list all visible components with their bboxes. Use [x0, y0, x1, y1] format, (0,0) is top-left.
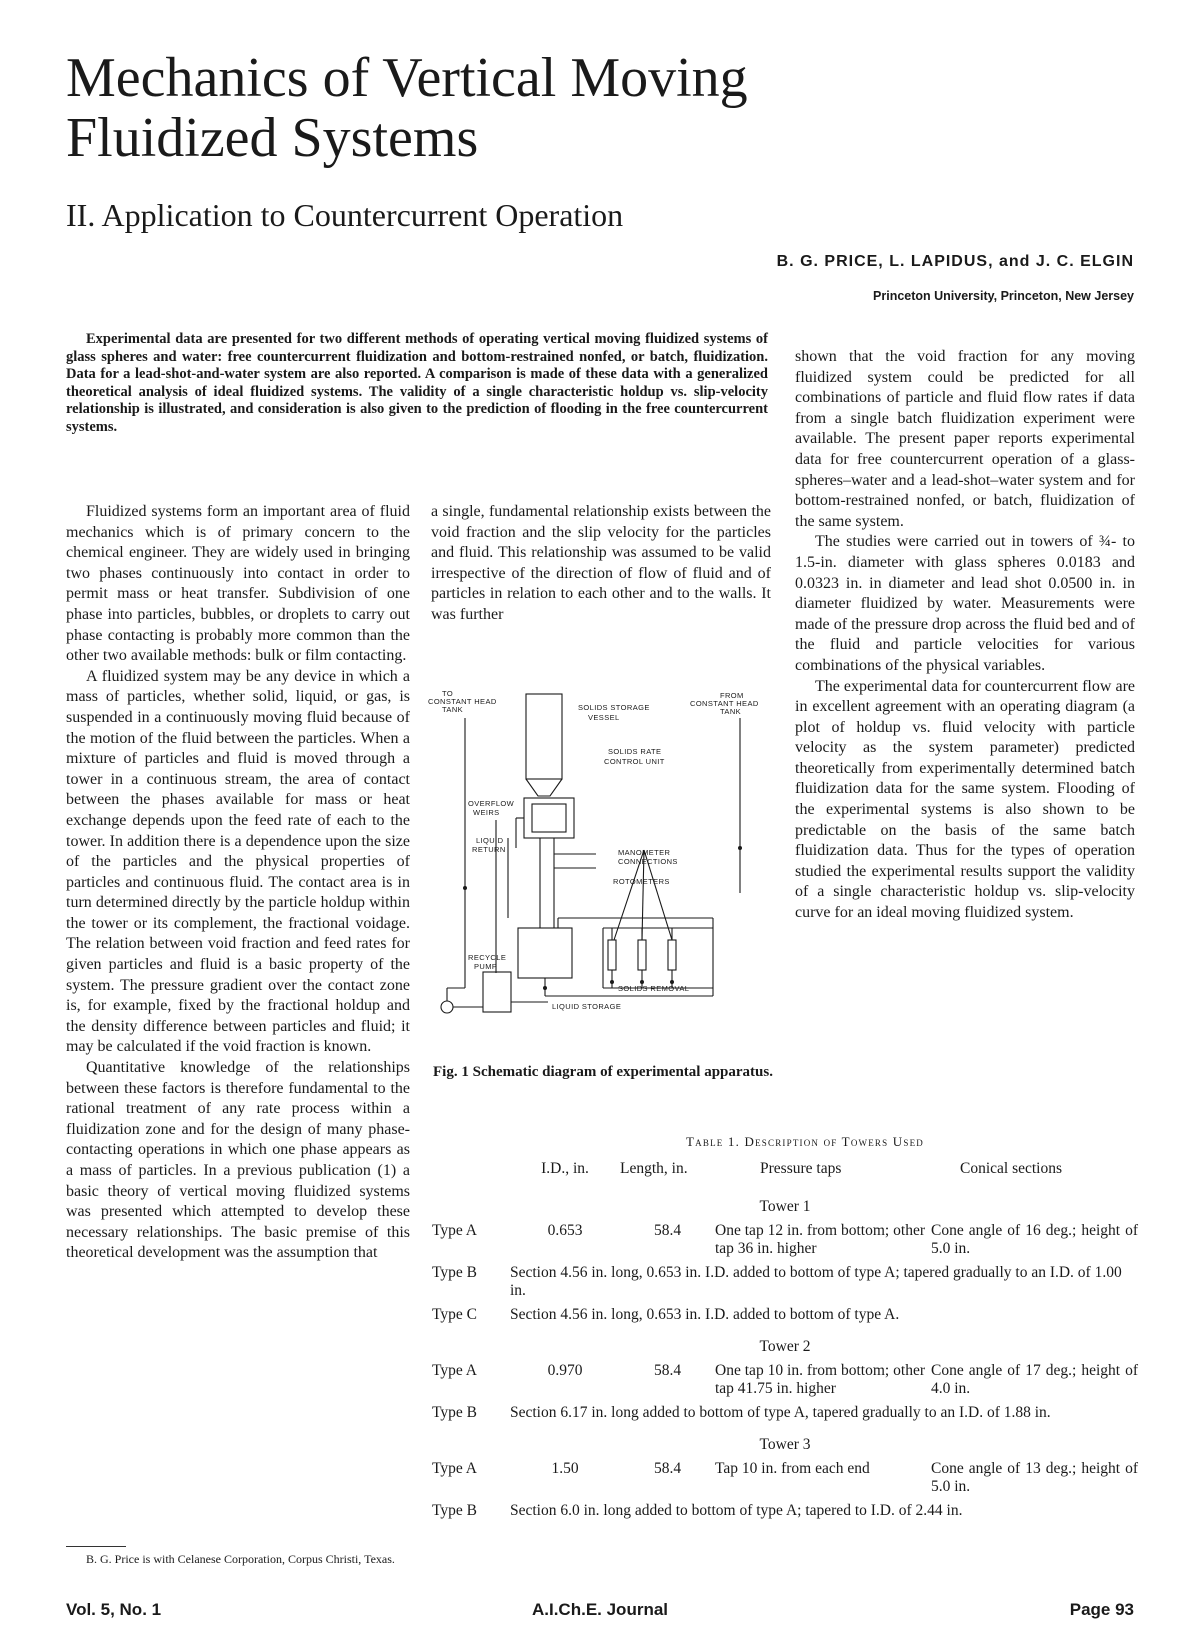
authors: B. G. PRICE, L. LAPIDUS, and J. C. ELGIN — [776, 253, 1134, 270]
table-header: I.D., in. — [541, 1160, 589, 1177]
table-cell: Section 4.56 in. long, 0.653 in. I.D. added to bottom of type A. — [510, 1306, 900, 1323]
table-header: Length, in. — [620, 1160, 688, 1177]
abstract: Experimental data are presented for two different methods of operating vertical moving fluidized systems of glass spheres and water: free countercurrent fluidization and bottom-restrained nonfed, or batch, fluidization. Data for a lead-shot-and-water system are also reported. A comparison is made of these data with a generalized theoretical analysis of ideal fluidized systems. The validity of a single characteristic holdup vs. slip-velocity relationship is illustrated, and consideration is also given to the prediction of flooding in the free countercurrent systems. — [66, 331, 768, 435]
figure-label: LIQUID — [476, 836, 504, 845]
table-cell: Type B — [432, 1404, 477, 1421]
footnote: B. G. Price is with Celanese Corporation, Corpus Christi, Texas. — [86, 1552, 395, 1566]
towers-table — [432, 1134, 1138, 1520]
body-column-1 — [66, 502, 410, 1264]
apparatus-schematic — [428, 688, 778, 1058]
table-cell: One tap 10 in. from bottom; other tap 41.75 in. higher — [715, 1362, 925, 1397]
table-header — [432, 1160, 510, 1190]
table-row — [432, 1190, 1138, 1222]
table-cell: Type B — [432, 1264, 477, 1281]
figure-label: RECYCLE — [468, 953, 507, 962]
table-cell: Type A — [432, 1460, 477, 1477]
tower-label: Tower 2 — [759, 1338, 811, 1355]
table-cell: 58.4 — [653, 1460, 682, 1477]
article-subtitle: II. Application to Countercurrent Operation — [66, 197, 624, 233]
table-row — [432, 1222, 1138, 1258]
table-cell: Section 6.0 in. long added to bottom of type A; tapered to I.D. of 2.44 in. — [510, 1502, 963, 1519]
table-row — [432, 1422, 1138, 1460]
figure-label: OVERFLOW — [468, 799, 515, 808]
table-cell: 0.970 — [547, 1362, 583, 1379]
table-row — [432, 1362, 1138, 1398]
tower-label: Tower 3 — [759, 1436, 811, 1453]
table-row — [432, 1502, 1138, 1520]
figure-label: CONSTANT HEAD — [428, 697, 497, 706]
figure-label: CONSTANT HEAD — [690, 699, 759, 708]
figure-label: TO — [442, 689, 454, 698]
table-row — [432, 1460, 1138, 1496]
table-cell: Cone angle of 13 deg.; height of 5.0 in. — [931, 1460, 1138, 1495]
table-cell: 58.4 — [653, 1362, 682, 1379]
table-row — [432, 1324, 1138, 1362]
figure-label: FROM — [720, 691, 744, 700]
figure-label: SOLIDS STORAGE — [578, 703, 650, 712]
figure-label: VESSEL — [588, 713, 620, 722]
paragraph: The experimental data for countercurrent flow are in excellent agreement with an operating diagram (a plot of holdup vs. fluid velocity with particle velocity as the system parameter) predicted theoretically from experimentally determined batch fluidization data for the same system. Flooding of the experimental systems is also shown to be predictable on the basis of the same batch fluidization data. Thus for the types of operation studied the experimental results support the validity of a single characteristic holdup vs. slip-velocity curve for an ideal moving fluidized system. — [795, 677, 1135, 922]
table-header: Conical sections — [960, 1160, 1063, 1177]
figure-label: CONTROL UNIT — [604, 757, 665, 766]
table-cell: Type B — [432, 1502, 477, 1519]
figure-caption: Fig. 1 Schematic diagram of experimental apparatus. — [433, 1064, 773, 1080]
paragraph: shown that the void fraction for any moving fluidized system could be predicted for all combinations of particle and fluid flow rates if data from a single batch fluidization experiment were available. The present paper reports experimental data for free countercurrent operation of a glass-spheres–water and a lead-shot–water system and for bottom-restrained nonfed, or batch, fluidization of the same system. — [795, 348, 1135, 530]
figure-label: LIQUID STORAGE — [552, 1002, 622, 1011]
figure-label: MANOMETER — [618, 848, 671, 857]
table-cell: One tap 12 in. from bottom; other tap 36 in. higher — [715, 1222, 925, 1257]
figure-label: SOLIDS REMOVAL — [618, 984, 690, 993]
table-cell: 0.653 — [547, 1222, 583, 1239]
article-title: Mechanics of Vertical Moving Fluidized Systems — [66, 47, 748, 169]
figure-label: TANK — [720, 707, 742, 716]
body-column-3 — [795, 347, 1135, 924]
figure-label: PUMP — [474, 962, 498, 971]
paragraph: A fluidized system may be any device in which a mass of particles, whether solid, liquid, or gas, is suspended in a continuously moving fluid because of the motion of the fluid between the particles. When a mixture of particles and fluid is moved through a tower in a continuous stream, the area of contact between the phases available for mass or heat exchange depends upon the feed rate of each to the tower. In addition there is a dependence upon the size of the particles and the physical properties of particles and continuous fluid. The contact area is in turn determined directly by the particle holdup within the tower or its complement, the fractional voidage. The relation between void fraction and feed rates for given particles and fluid is a basic property of the system. The pressure gradient over the contact zone is, for example, fixed by the fractional holdup and the density difference between particles and fluid; it may be calculated if the void fraction is known. — [66, 667, 410, 1056]
footer-volume: Vol. 5, No. 1 — [66, 1600, 162, 1619]
table-cell: Type A — [432, 1222, 477, 1239]
table-cell: 1.50 — [551, 1460, 579, 1477]
table-header: Pressure taps — [760, 1160, 842, 1177]
figure-label: WEIRS — [473, 808, 500, 817]
table-caption: Table 1. Description of Towers Used — [686, 1134, 924, 1149]
table-cell: 58.4 — [653, 1222, 682, 1239]
footer-page-number: Page 93 — [1069, 1600, 1134, 1619]
table-row — [432, 1404, 1138, 1422]
table-cell: Tap 10 in. from each end — [715, 1460, 870, 1477]
paragraph: Quantitative knowledge of the relationships between these factors is therefore fundamental to the rational treatment of any rate process within a fluidization zone and for the design of many phase-contacting operations in which one phase appears as a mass of particles. In a previous publication (1) a basic theory of vertical moving fluidized systems was presented which attempted to develop these necessary relationships. The basic premise of this theoretical development was the assumption that — [66, 1059, 410, 1262]
table-header-row — [432, 1160, 1138, 1190]
affiliation: Princeton University, Princeton, New Jersey — [873, 289, 1134, 303]
table-row — [432, 1306, 1138, 1324]
paragraph: The studies were carried out in towers of ¾- to 1.5-in. diameter with glass spheres 0.0183 and 0.0323 in. in diameter and lead shot 0.0500 in. in diameter fluidized by water. Measurements were made of the pressure drop across the fluid bed and of the fluid and particle velocities for various combinations of the physical variables. — [795, 533, 1135, 674]
figure-label: TANK — [442, 705, 464, 714]
figure-label: CONNECTIONS — [618, 857, 678, 866]
tower-label: Tower 1 — [759, 1198, 811, 1215]
table-row — [432, 1264, 1138, 1300]
figure-label: RETURN — [472, 845, 506, 854]
table-cell: Cone angle of 17 deg.; height of 4.0 in. — [931, 1362, 1138, 1397]
footer-journal: A.I.Ch.E. Journal — [531, 1600, 669, 1619]
table-cell: Section 4.56 in. long, 0.653 in. I.D. added to bottom of type A; tapered gradually to an I.D. of 1.00 in. — [510, 1264, 1122, 1299]
paragraph: Fluidized systems form an important area of fluid mechanics which is of primary concern to the chemical engineer. They are widely used in bringing two phases continuously into contact in order to permit mass or heat transfer. Subdivision of one phase into particles, bubbles, or droplets to carry out phase contacting is probably more common than the other two available methods: bulk or film contacting. — [66, 503, 410, 665]
figure-label: SOLIDS RATE — [608, 747, 662, 756]
table-cell: Type C — [432, 1306, 477, 1323]
paragraph: a single, fundamental relationship exists between the void fraction and the slip velocity for the particles and fluid. This relationship was assumed to be valid irrespective of the direction of flow of fluid and of particles in relation to each other and to the walls. It was further — [431, 503, 771, 623]
body-column-2 — [431, 502, 771, 626]
table-cell: Type A — [432, 1362, 477, 1379]
table-cell: Cone angle of 16 deg.; height of 5.0 in. — [931, 1222, 1138, 1257]
figure-label: ROTOMETERS — [613, 877, 670, 886]
table-cell: Section 6.17 in. long added to bottom of type A, tapered gradually to an I.D. of 1.88 in. — [510, 1404, 1051, 1421]
footnote-divider — [66, 1546, 126, 1547]
